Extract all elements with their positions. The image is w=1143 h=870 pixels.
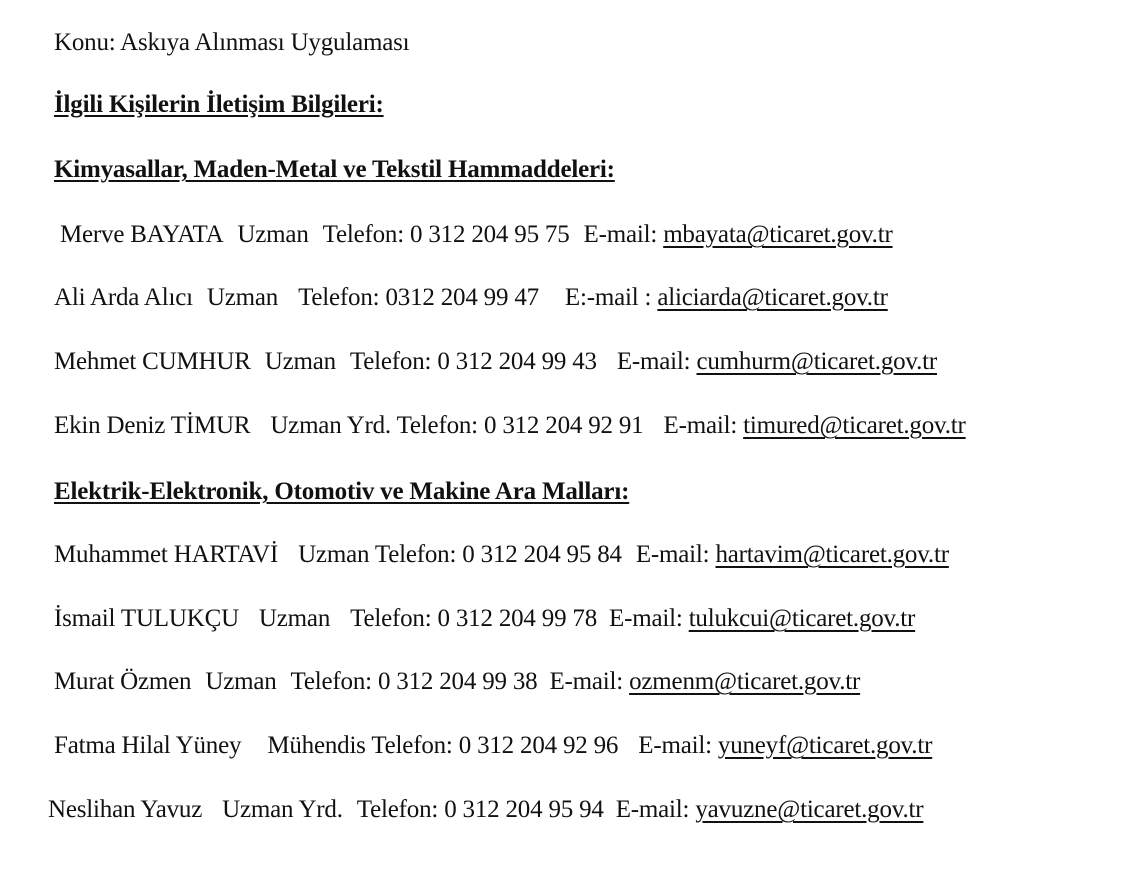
email-label: E-mail: bbox=[663, 412, 738, 439]
contact-row bbox=[54, 411, 966, 441]
contact-email-link[interactable]: ozmenm@ticaret.gov.tr bbox=[629, 668, 861, 695]
contact-phone: 0 312 204 92 91 bbox=[483, 412, 644, 439]
contact-name: Neslihan Yavuz bbox=[48, 796, 203, 823]
contact-email-link[interactable]: yavuzne@ticaret.gov.tr bbox=[695, 796, 924, 823]
phone-label: Telefon: bbox=[298, 284, 380, 311]
contact-row bbox=[54, 604, 915, 634]
phone-label: Telefon: bbox=[356, 796, 439, 823]
contact-email-link[interactable]: aliciarda@ticaret.gov.tr bbox=[657, 284, 888, 311]
contact-title: Uzman bbox=[298, 541, 370, 568]
phone-label: Telefon: bbox=[350, 605, 432, 632]
contact-name: Ekin Deniz TİMUR bbox=[54, 412, 251, 439]
contact-name: İsmail TULUKÇU bbox=[54, 605, 239, 632]
contact-row bbox=[54, 540, 949, 570]
phone-label: Telefon: bbox=[396, 412, 478, 439]
contact-name: Murat Özmen bbox=[54, 668, 192, 695]
contact-row bbox=[54, 731, 932, 761]
contact-phone: 0 312 204 92 96 bbox=[458, 732, 619, 759]
contact-title: Uzman bbox=[264, 348, 336, 375]
contact-title: Uzman bbox=[206, 284, 279, 311]
phone-label: Telefon: bbox=[371, 732, 453, 759]
contact-phone: 0 312 204 99 38 bbox=[377, 668, 538, 695]
contact-row bbox=[48, 795, 923, 825]
subject-line: Konu: Askıya Alınması Uygulaması bbox=[54, 29, 410, 56]
contacts-heading: İlgili Kişilerin İletişim Bilgileri: bbox=[54, 91, 384, 118]
contact-phone: 0 312 204 99 43 bbox=[437, 348, 597, 375]
contact-row bbox=[54, 283, 888, 313]
contact-row bbox=[54, 347, 937, 377]
contact-title: Uzman bbox=[205, 668, 277, 695]
email-label: E-mail: bbox=[615, 796, 690, 823]
section-heading-chemicals: Kimyasallar, Maden-Metal ve Tekstil Hammaddeleri: bbox=[54, 156, 615, 183]
contact-row bbox=[60, 220, 893, 250]
contact-email-link[interactable]: hartavim@ticaret.gov.tr bbox=[715, 541, 949, 568]
section-heading-electronics: Elektrik-Elektronik, Otomotiv ve Makine Ara Malları: bbox=[54, 478, 630, 505]
email-label: E-mail: bbox=[583, 221, 658, 248]
contact-title: Uzman Yrd. bbox=[270, 412, 391, 439]
contact-row bbox=[54, 667, 860, 697]
contact-title: Uzman bbox=[237, 221, 309, 248]
contact-email-link[interactable]: timured@ticaret.gov.tr bbox=[743, 412, 966, 439]
contact-title: Uzman bbox=[258, 605, 331, 632]
email-label: E-mail: bbox=[635, 541, 710, 568]
contact-name: Muhammet HARTAVİ bbox=[54, 541, 279, 568]
email-label: E:-mail : bbox=[564, 284, 652, 311]
contact-phone: 0312 204 99 47 bbox=[385, 284, 539, 311]
phone-label: Telefon: bbox=[290, 668, 372, 695]
phone-label: Telefon: bbox=[349, 348, 432, 375]
email-label: E-mail: bbox=[549, 668, 624, 695]
contact-email-link[interactable]: cumhurm@ticaret.gov.tr bbox=[696, 348, 938, 375]
contact-phone: 0 312 204 95 94 bbox=[444, 796, 604, 823]
contact-phone: 0 312 204 99 78 bbox=[437, 605, 598, 632]
email-label: E-mail: bbox=[616, 348, 691, 375]
contact-email-link[interactable]: tulukcui@ticaret.gov.tr bbox=[688, 605, 916, 632]
phone-label: Telefon: bbox=[374, 541, 457, 568]
contact-name: Fatma Hilal Yüney bbox=[54, 732, 242, 759]
contact-title: Mühendis bbox=[267, 732, 366, 759]
contact-title: Uzman Yrd. bbox=[222, 796, 343, 823]
email-label: E-mail: bbox=[609, 605, 683, 632]
contact-name: Merve BAYATA bbox=[60, 221, 224, 248]
contact-phone: 0 312 204 95 84 bbox=[462, 541, 622, 568]
email-label: E-mail: bbox=[638, 732, 712, 759]
contact-email-link[interactable]: yuneyf@ticaret.gov.tr bbox=[717, 732, 933, 759]
phone-label: Telefon: bbox=[322, 221, 404, 248]
contact-name: Ali Arda Alıcı bbox=[54, 284, 193, 311]
contact-phone: 0 312 204 95 75 bbox=[410, 221, 570, 248]
contact-name: Mehmet CUMHUR bbox=[54, 348, 251, 375]
contact-email-link[interactable]: mbayata@ticaret.gov.tr bbox=[663, 221, 893, 248]
